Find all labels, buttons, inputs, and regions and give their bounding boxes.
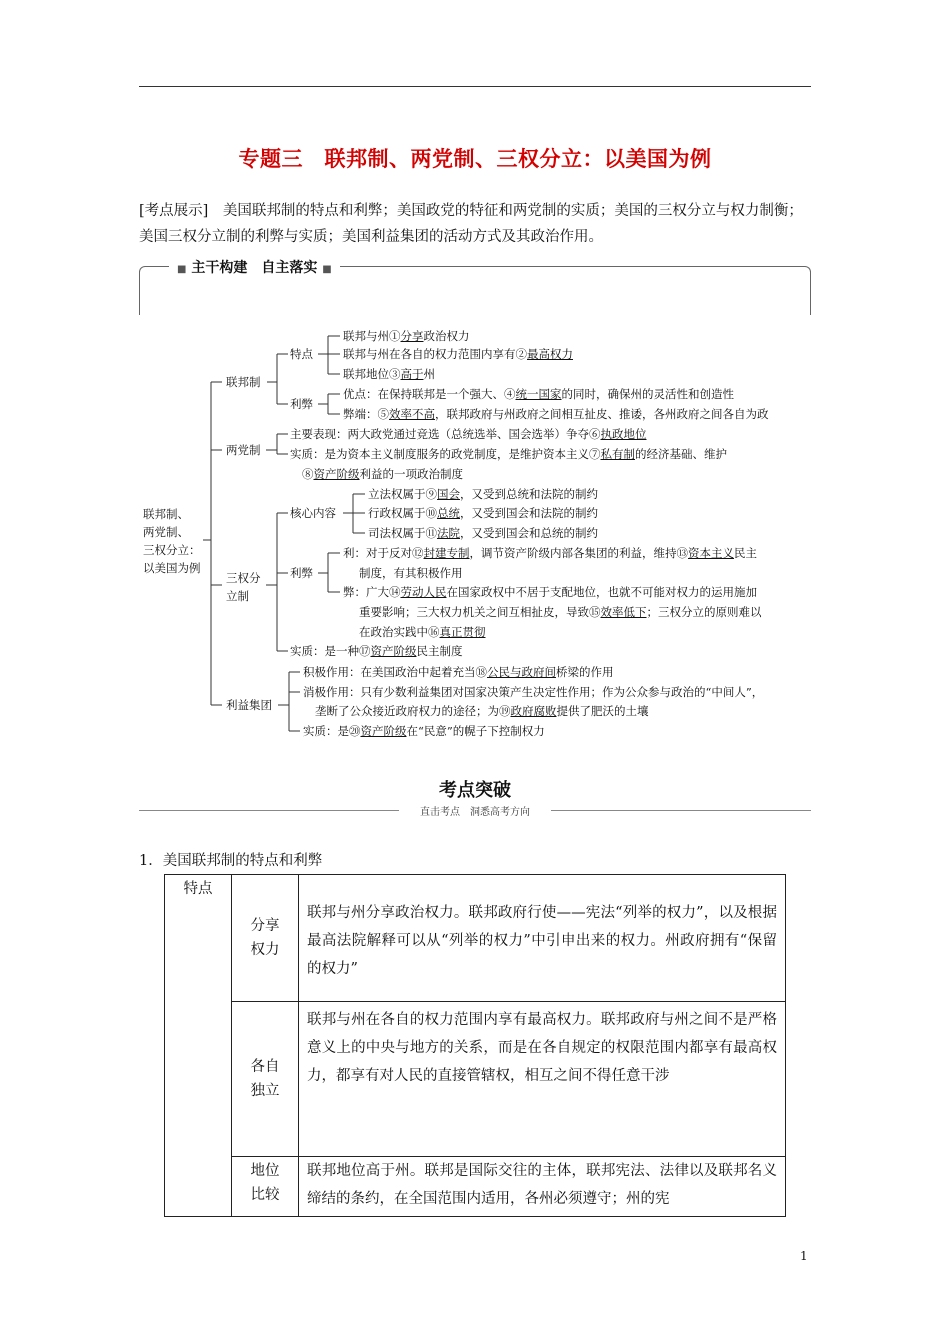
mindmap-root-line: 三权分立：: [143, 543, 201, 557]
features-table: [164, 874, 786, 1217]
table-row: [165, 1157, 786, 1217]
leaf-sep-pro-cont: 制度，有其积极作用: [359, 566, 463, 580]
node-federal: 联邦制: [226, 375, 261, 389]
leaf-c2: 行政权属于⑩总统，又受到国会和法院的制约: [368, 506, 598, 520]
section-label-text: 主干构建 自主落实: [191, 260, 318, 276]
leaf-twoparty-essence-cont: ⑧资产阶级利益的一项政治制度: [302, 467, 463, 481]
section2-subtitle: 直击考点 洞悉高考方向: [420, 807, 530, 818]
leaf-twoparty-main: 主要表现：两大政党通过竞选（总统选举、国会选举）争夺⑥执政地位: [290, 427, 647, 441]
leaf-interest-neg-cont: 垄断了公众接近政府权力的途径；为⑲政府腐败提供了肥沃的土壤: [315, 704, 649, 718]
node-interest: 利益集团: [226, 698, 272, 712]
table-row: [165, 1002, 786, 1157]
row-label: 地位 比较: [232, 1157, 299, 1217]
leaf-c3: 司法权属于⑪法院，又受到国会和总统的制约: [368, 526, 598, 540]
row-label: 各自 独立: [232, 1002, 299, 1157]
leaf-sep-con-cont2: 在政治实践中⑯真正贯彻: [359, 625, 486, 639]
node-core-content: 核心内容: [290, 506, 336, 520]
intro-text: 美国联邦制的特点和利弊；美国政党的特征和两党制的实质；美国的三权分立与权力制衡；美国三权分立制的利弊与实质；美国利益集团的活动方式及其政治作用。: [139, 203, 803, 245]
node-separation: 三权分 立制: [226, 571, 261, 603]
leaf-interest-pos: 积极作用：在美国政治中起着充当⑱公民与政府间桥梁的作用: [303, 665, 614, 679]
intro-tag: [考点展示]: [139, 203, 209, 219]
square-bullet-icon: ■: [322, 264, 332, 275]
table-row: [165, 875, 786, 1002]
leaf-interest-neg: 消极作用：只有少数利益集团对国家决策产生决定性作用；作为公众参与政治的“中间人”，: [303, 685, 764, 699]
leaf-interest-essence: 实质：是⑳资产阶级在“民意”的幌子下控制权力: [303, 724, 545, 738]
mindmap-root: [143, 505, 201, 577]
leaf-sep-con: 弊：广大⑭劳动人民在国家政权中不居于支配地位，也就不可能对权力的运用施加: [343, 585, 757, 599]
leaf-f1: 联邦与州①分享政治权力: [343, 329, 470, 343]
row-text: 联邦与州分享政治权力。联邦政府行使——宪法“列举的权力”，以及根据最高法院解释可以从“列举的权力”中引申出来的权力。州政府拥有“保留的权力”: [299, 875, 786, 1002]
row-text: 联邦与州在各自的权力范围内享有最高权力。联邦政府与州之间不是严格意义上的中央与地方的关系，而是在各自规定的权限范围内都享有最高权力，都享有对人民的直接管辖权，相互之间不得任意干涉: [299, 1002, 786, 1157]
leaf-sep-con-cont: 重要影响；三大权力机关之间互相扯皮，导致⑮效率低下；三权分立的原则难以: [359, 605, 762, 619]
leaf-federal-con: 弊端：⑤效率不高，联邦政府与州政府之间相互扯皮、推诿，各州政府之间各自为政: [343, 407, 769, 421]
page-number: 1: [800, 1249, 808, 1263]
row-text: 联邦地位高于州。联邦是国际交往的主体，联邦宪法、法律以及联邦名义缔结的条约，在全国范围内适用，各州必须遵守；州的宪: [299, 1157, 786, 1217]
leaf-f2: 联邦与州在各自的权力范围内享有②最高权力: [343, 347, 573, 361]
square-bullet-icon: ■: [177, 264, 187, 275]
leaf-twoparty-essence: 实质：是为资本主义制度服务的政党制度，是维护资本主义⑦私有制的经济基础、维护: [290, 447, 727, 461]
mindmap-root-line: 联邦制、: [143, 507, 189, 521]
node-federal-proscons: 利弊: [290, 397, 313, 411]
section2-title: 考点突破: [439, 780, 511, 801]
node-separation-proscons: 利弊: [290, 566, 313, 580]
mindmap-root-line: 以美国为例: [143, 561, 201, 575]
mindmap-root-line: 两党制、: [143, 525, 189, 539]
leaf-sep-essence: 实质：是一种⑰资产阶级民主制度: [290, 644, 463, 658]
page-title: 专题三 联邦制、两党制、三权分立：以美国为例: [238, 146, 712, 171]
leaf-f3: 联邦地位③高于州: [343, 367, 435, 381]
leaf-c1: 立法权属于⑨国会，又受到总统和法院的制约: [368, 487, 598, 501]
node-twoparty: 两党制: [226, 443, 261, 457]
table-col1-header: 特点: [165, 875, 232, 1217]
row-label: 分享 权力: [232, 875, 299, 1002]
leaf-sep-pro: 利：对于反对⑫封建专制，调节资产阶级内部各集团的利益，维持⑬资本主义民主: [343, 546, 757, 560]
leaf-federal-pro: 优点：在保持联邦是一个强大、④统一国家的同时，确保州的灵活性和创造性: [343, 387, 734, 401]
question1-heading: 1．美国联邦制的特点和利弊: [139, 853, 323, 869]
node-federal-features: 特点: [290, 347, 313, 361]
